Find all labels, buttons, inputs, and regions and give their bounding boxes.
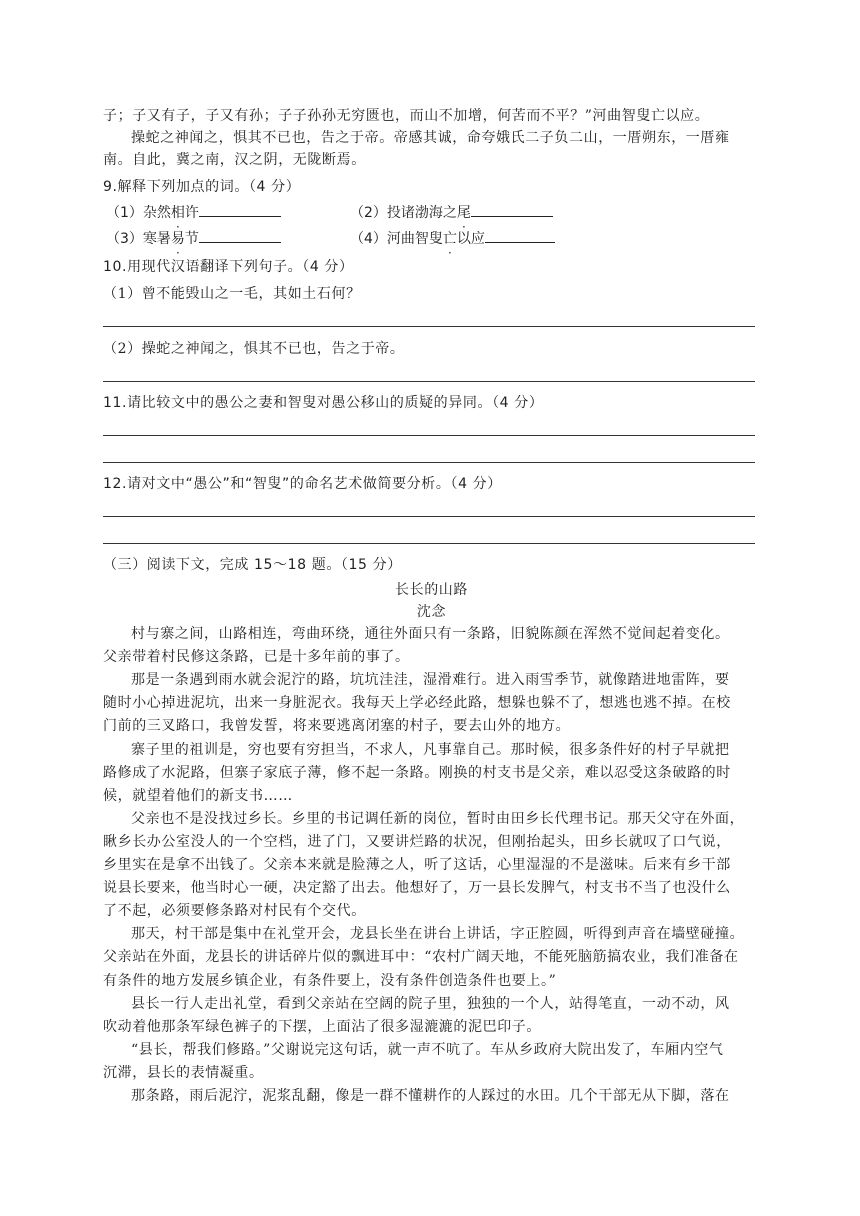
article-line: 随时小心掉进泥坑，出来一身脏泥衣。我每天上学必经此路，想躲也躲不了，想逃也逃不掉。在校 xyxy=(103,695,731,711)
question-9-title: 9.解释下列加点的词。（4 分） xyxy=(103,179,301,195)
article-line: 吹动着他那条军绿色裤子的下摆，上面沾了很多湿漉漉的泥巴印子。 xyxy=(103,1019,541,1035)
section-3-title: （三）阅读下文，完成 15～18 题。（15 分） xyxy=(103,557,402,573)
answer-line[interactable] xyxy=(103,435,755,436)
q9-item-4: （4）河曲智叟亡以应 xyxy=(350,228,555,250)
q10-sentence-2: （2）操蛇之神闻之，惧其不已也，告之于帝。 xyxy=(103,341,405,357)
article-line: 路修成了水泥路，但寨子家底子薄，修不起一条路。刚换的村支书是父亲，难以忍受这条破路的时 xyxy=(103,765,731,781)
article-line: 候，就望着他们的新支书…… xyxy=(103,788,293,804)
article-line: 门前的三叉路口，我曾发誓，将来要逃离闭塞的村子，要去山外的地方。 xyxy=(103,718,571,734)
article-title: 长长的山路 xyxy=(395,582,468,598)
answer-line[interactable] xyxy=(103,462,755,463)
q9-item-3: （3）寒暑易节 xyxy=(106,228,281,250)
article-line: 沉滞，县长的表情凝重。 xyxy=(103,1065,264,1081)
answer-line[interactable] xyxy=(103,516,755,517)
answer-line[interactable] xyxy=(103,326,755,327)
article-author: 沈念 xyxy=(416,604,447,620)
question-10-title: 10.用现代汉语翻译下列句子。（4 分） xyxy=(103,259,354,275)
answer-blank[interactable] xyxy=(471,202,553,217)
q9-item-1: （1）杂然相许 xyxy=(106,202,281,224)
article-line: 县长一行人走出礼堂，看到父亲站在空阔的院子里，独独的一个人，站得笔直，一动不动，风 xyxy=(131,996,730,1012)
passage-line: 南。自此，冀之南，汉之阴，无陇断焉。 xyxy=(103,152,366,168)
article-line: 父亲带着村民修这条路，已是十多年前的事了。 xyxy=(103,649,410,665)
article-line: “县长，帮我们修路。”父谢说完这句话，就一声不吭了。车从乡政府大院出发了，车厢内空气 xyxy=(131,1042,724,1058)
passage-line: 子；子又有子，子又有孙；子子孙孙无穷匮也，而山不加增，何苦而不平？”河曲智叟亡以应。 xyxy=(103,108,710,124)
article-line: 父亲站在外面，龙县长的讲话碎片似的飘进耳中：“农村广阔天地，不能死脑筋搞农业，我们准备在 xyxy=(103,949,739,965)
article-line: 那天，村干部是集中在礼堂开会，龙县长坐在讲台上讲话，字正腔圆，听得到声音在墙壁碰撞。 xyxy=(131,926,745,942)
article-line: 那是一条遇到雨水就会泥泞的路，坑坑洼洼，湿滑难行。进入雨雪季节，就像踏进地雷阵，要 xyxy=(131,672,730,688)
answer-blank[interactable] xyxy=(199,202,281,217)
q10-sentence-1: （1）曾不能毁山之一毛，其如土石何？ xyxy=(103,286,361,302)
article-line: 父亲也不是没找过乡长。乡里的书记调任新的岗位，暂时由田乡长代理书记。那天父守在外面， xyxy=(131,811,745,827)
q9-item-2: （2）投诸渤海之尾 xyxy=(350,202,553,224)
article-line: 有条件的地方发展乡镇企业，有条件要上，没有条件创造条件也要上。” xyxy=(103,973,557,989)
answer-line[interactable] xyxy=(103,543,755,544)
answer-line[interactable] xyxy=(103,381,755,382)
passage-line: 操蛇之神闻之，惧其不已也，告之于帝。帝感其诚，命夸娥氏二子负二山，一厝朔东，一厝雍 xyxy=(131,130,730,146)
article-line: 村与寨之间，山路相连，弯曲环绕，通往外面只有一条路，旧貌陈颜在浑然不觉间起着变化。 xyxy=(131,626,730,642)
article-line: 寨子里的祖训是，穷也要有穷担当，不求人，凡事靠自己。那时候，很多条件好的村子早就把 xyxy=(131,742,730,758)
answer-blank[interactable] xyxy=(485,228,555,243)
article-line: 乡里实在是拿不出钱了。父亲本来就是脸薄之人，听了这话，心里湿湿的不是滋味。后来有乡干部 xyxy=(103,857,731,873)
article-line: 说县长要来，他当时心一硬，决定豁了出去。他想好了，万一县长发脾气，村支书不当了也没什么 xyxy=(103,880,731,896)
question-11-title: 11.请比较文中的愚公之妻和智叟对愚公移山的质疑的异同。（4 分） xyxy=(103,395,544,411)
article-line: 瞅乡长办公室没人的一个空档，进了门，又要讲烂路的状况，但刚抬起头，田乡长就叹了口气说， xyxy=(103,834,731,850)
question-12-title: 12.请对文中“愚公”和“智叟”的命名艺术做简要分析。（4 分） xyxy=(103,476,502,492)
article-line: 那条路，雨后泥泞，泥浆乱翻，像是一群不懂耕作的人踩过的水田。几个干部无从下脚，落在 xyxy=(131,1088,730,1104)
answer-blank[interactable] xyxy=(199,228,281,243)
article-line: 了不起，必须要修条路对村民有个交代。 xyxy=(103,903,366,919)
